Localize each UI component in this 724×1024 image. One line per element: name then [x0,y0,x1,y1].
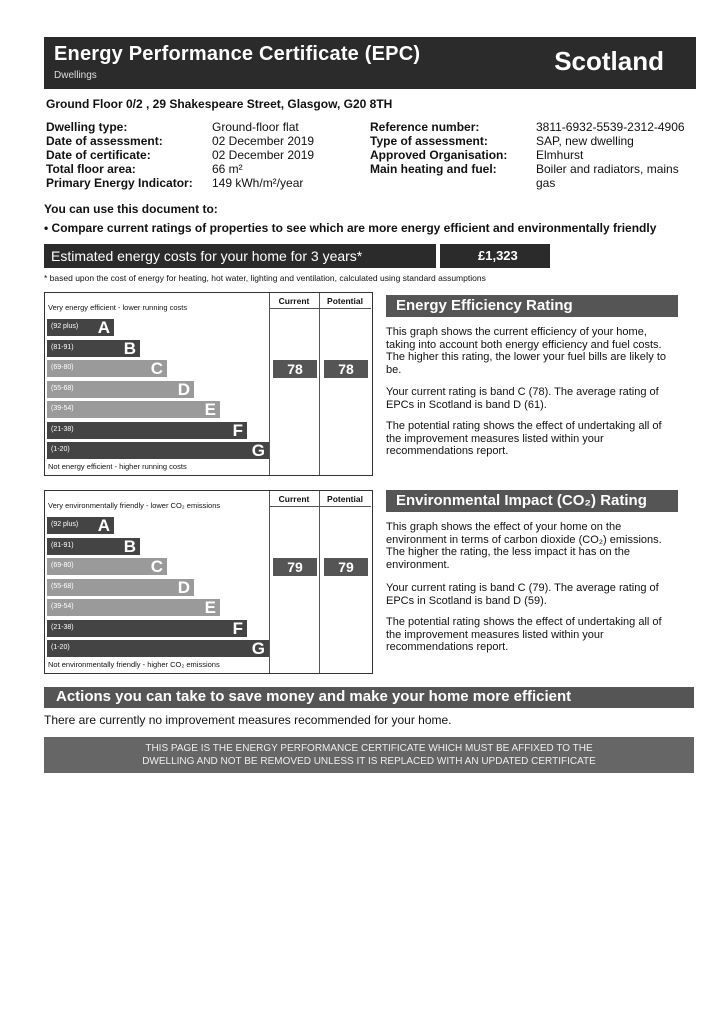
potential-column-header: Potential [327,494,363,504]
band-range: (81-91) [51,541,74,549]
detail-right-value: Elmhurst [536,148,584,162]
chart-column-divider [269,491,270,673]
band-letter: B [123,338,136,358]
chart-column-divider [319,293,320,475]
epc-header [44,37,696,89]
detail-right-label: Approved Organisation: [370,148,508,162]
chart-column-divider [269,293,270,475]
energy-section-title: Energy Efficiency Rating [396,297,573,314]
rating-band-e [47,401,220,418]
energy-cost-value-box [440,244,550,268]
energy-section-heading [386,295,678,317]
detail-right-value: Boiler and radiators, mains gas [536,162,679,190]
use-bullet: • Compare current ratings of properties to see which are more energy efficient and environmentally friendly [44,221,657,235]
use-bullet-text: Compare current ratings of properties to see which are more energy efficient and environmentally friendly [51,221,657,235]
band-range: (39-54) [51,405,74,412]
chart-column-divider [319,491,320,673]
energy-cost-note: * based upon the cost of energy for heating, hot water, lighting and ventilation, calculated using standard assumptions [44,273,486,283]
rating-band-g [47,442,269,459]
footer-line-2: DWELLING AND NOT BE REMOVED UNLESS IT IS REPLACED WITH AN UPDATED CERTIFICATE [142,756,596,767]
detail-left-value: 02 December 2019 [212,148,315,162]
header-subtitle: Dwellings [54,70,97,81]
band-range: (55-68) [51,582,74,590]
band-letter: B [123,536,136,556]
detail-left-value: 02 December 2019 [212,134,315,148]
band-letter: A [97,516,110,535]
footer-line-1: THIS PAGE IS THE ENERGY PERFORMANCE CERTIFICATE WHICH MUST BE AFFIXED TO THE [145,743,593,754]
detail-left-value: 66 m² [212,162,243,176]
detail-right-label: Reference number: [370,120,480,134]
energy-cost-label: Estimated energy costs for your home for 3 years* [51,248,363,264]
detail-left-value: Ground-floor flat [212,120,299,134]
env-section-title: Environmental Impact (CO₂) Rating [396,492,647,509]
header-title: Energy Performance Certificate (EPC) [54,43,421,65]
band-letter: F [232,618,243,638]
band-letter: D [177,577,190,597]
chart-top-caption: Very energy efficient - lower running costs [48,303,188,312]
rating-band-c [47,360,167,377]
current-rating-arrow: 79 [273,558,317,576]
band-letter: G [251,441,265,460]
actions-heading-bar [44,687,694,708]
rating-band-f [47,620,247,637]
detail-right-label: Main heating and fuel: [370,162,497,176]
current-rating-arrow: 78 [273,360,317,378]
energy-cost-bar [44,244,436,268]
property-address: Ground Floor 0/2 , 29 Shakespeare Street, Glasgow, G20 8TH [46,97,393,111]
band-range: (81-91) [51,343,74,351]
column-header-underline [269,506,371,507]
potential-column-header: Potential [327,296,363,306]
detail-left-label: Date of assessment: [46,134,163,148]
env-section-heading [386,490,678,512]
detail-left-label: Total floor area: [46,162,136,176]
detail-left-label: Date of certificate: [46,148,151,162]
rating-band-c [47,558,167,575]
band-range: (69-80) [51,562,74,569]
band-letter: E [204,598,216,617]
band-range: (39-54) [51,603,74,610]
band-range: (92 plus) [51,521,79,528]
rating-band-a [47,319,114,336]
band-letter: A [97,318,110,337]
env-para-3: The potential rating shows the effect of undertaking all of the improvement measures listed within your recommendations report. [386,616,662,653]
band-letter: E [204,400,216,419]
rating-band-f [47,422,247,439]
rating-band-g [47,640,269,657]
energy-para-2: Your current rating is band C (78). The average rating of EPCs in Scotland is band D (61). [386,386,659,411]
detail-left-label: Primary Energy Indicator: [46,176,193,190]
energy-efficiency-chart [44,292,373,476]
detail-left-value: 149 kWh/m²/year [212,176,304,190]
detail-right-value: 3811-6932-5539-2312-4906 [536,120,685,134]
band-letter: C [150,557,163,576]
detail-left-label: Dwelling type: [46,120,128,134]
rating-band-b [47,340,140,357]
certificate-footer [44,737,694,773]
band-letter: G [251,639,265,658]
rating-band-d [47,381,194,398]
energy-para-3: The potential rating shows the effect of undertaking all of the improvement measures listed within your recommendations report. [386,420,662,457]
rating-band-a [47,517,114,534]
band-range: (1-20) [51,446,70,453]
env-para-2: Your current rating is band C (79). The average rating of EPCs in Scotland is band D (59). [386,582,659,607]
chart-bottom-caption: Not energy efficient - higher running costs [48,462,187,471]
chart-bottom-caption: Not environmentally friendly - higher CO₂ emissions [48,660,220,669]
energy-cost-value: £1,323 [478,248,518,263]
detail-right-label: Type of assessment: [370,134,488,148]
column-header-underline [269,308,371,309]
env-para-1: This graph shows the effect of your home on the environment in terms of carbon dioxide (CO₂) emissions. The higher the rating, the less impact it has on the environment. [386,521,662,571]
band-range: (21-38) [51,623,74,631]
rating-band-d [47,579,194,596]
detail-right-value: SAP, new dwelling [536,134,634,148]
environmental-impact-chart [44,490,373,674]
rating-band-e [47,599,220,616]
band-letter: F [232,420,243,440]
current-column-header: Current [278,494,310,504]
band-range: (69-80) [51,364,74,371]
band-range: (1-20) [51,644,70,651]
no-improvements-text: There are currently no improvement measures recommended for your home. [44,713,452,727]
band-range: (21-38) [51,425,74,433]
chart-top-caption: Very environmentally friendly - lower CO₂ emissions [48,501,221,510]
potential-rating-arrow: 79 [324,558,368,576]
potential-rating-arrow: 78 [324,360,368,378]
band-letter: C [150,359,163,378]
band-range: (55-68) [51,384,74,392]
band-range: (92 plus) [51,323,79,330]
energy-para-1: This graph shows the current efficiency of your home, taking into account both energy efficiency and fuel costs. The higher this rating, the lower your fuel bills are likely to be. [386,326,667,376]
band-letter: D [177,379,190,399]
use-document-heading: You can use this document to: [44,202,218,216]
rating-band-b [47,538,140,555]
actions-title: Actions you can take to save money and make your home more efficient [56,688,572,705]
current-column-header: Current [278,296,310,306]
header-country: Scotland [554,46,664,76]
